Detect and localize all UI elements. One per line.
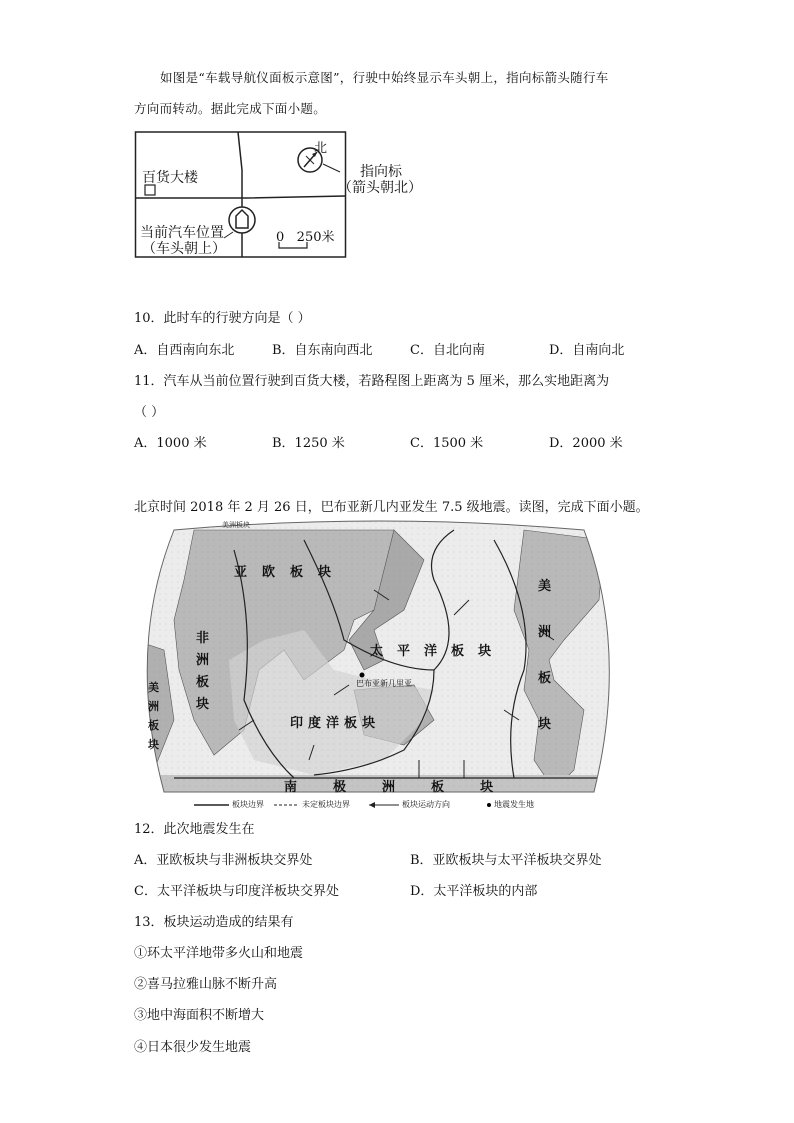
intro-line-1: 如图是“车载导航仪面板示意图”，行驶中始终显示车头朝上，指向标箭头随行车 (160, 70, 609, 85)
indian-char-4: 板 (344, 716, 363, 731)
legend-motion: 板块运动方向 (402, 800, 450, 809)
q13-item-2: ②喜马拉雅山脉不断升高 (134, 977, 278, 992)
q13-item-1: ①环太平洋地带多火山和地震 (134, 946, 304, 961)
q10-option-c[interactable]: C．自北向南 (410, 343, 485, 358)
q12-option-a[interactable]: A．亚欧板块与非洲板块交界处 (134, 853, 313, 868)
q13-item-3: ③地中海面积不断增大 (134, 1008, 265, 1023)
pacific-char-4: 板 (451, 644, 479, 659)
indian-char-2: 度 (308, 716, 327, 731)
q11-stem: 11．汽车从当前位置行驶到百货大楼，若路程图上距离为 5 厘米，那么实地距离为 (134, 374, 610, 389)
legend-earthquake: 地震发生地 (494, 800, 534, 809)
pacific-char-5: 块 (478, 644, 506, 659)
pacific-char-1: 太 (370, 644, 398, 659)
antarctic-char-4: 板 (431, 780, 481, 795)
indian-char-3: 洋 (326, 716, 345, 731)
eurasia-char-1: 亚 (234, 565, 263, 580)
america-char-1: 美 (538, 579, 552, 594)
q10-stem: 10．此时车的行驶方向是（ ） (134, 311, 311, 326)
q11-stem-2: （ ） (134, 405, 165, 420)
q11-option-a[interactable]: A．1000 米 (134, 436, 207, 451)
car-sub: （车头朝上） (142, 241, 226, 257)
america-left-char-1: 美 (148, 681, 159, 694)
africa-char-4: 块 (196, 697, 210, 712)
scale-label: 0 250米 (276, 230, 335, 245)
antarctic-char-5: 块 (480, 780, 530, 795)
q12-option-d[interactable]: D．太平洋板块的内部 (410, 884, 538, 899)
pacific-char-3: 洋 (424, 644, 452, 659)
eurasia-char-4: 块 (318, 565, 347, 580)
q11-option-c[interactable]: C．1500 米 (410, 436, 484, 451)
africa-char-1: 非 (196, 631, 210, 646)
eurasia-char-2: 欧 (262, 565, 291, 580)
africa-char-3: 板 (196, 675, 210, 690)
africa-char-2: 洲 (196, 653, 210, 668)
q10-option-b[interactable]: B．自东南向西北 (272, 343, 373, 358)
america-left-char-4: 块 (148, 738, 159, 751)
plate-map-figure (134, 520, 624, 814)
america-char-4: 块 (538, 717, 552, 732)
indian-char-5: 块 (362, 716, 381, 731)
pointer-sub: （箭头朝北） (338, 180, 422, 196)
legend-undetermined: 未定板块边界 (302, 800, 350, 809)
legend-boundary: 板块边界 (232, 800, 264, 809)
north-label: 北 (314, 141, 328, 156)
nav-panel-figure (134, 130, 434, 260)
q11-option-d[interactable]: D．2000 米 (549, 436, 623, 451)
indian-char-1: 印 (290, 716, 309, 731)
q13-item-4: ④日本很少发生地震 (134, 1040, 252, 1055)
pacific-char-2: 平 (397, 644, 425, 659)
antarctic-char-3: 洲 (382, 780, 432, 795)
america-char-2: 洲 (538, 625, 552, 640)
small-america-label: 美洲板块 (222, 521, 250, 529)
antarctic-char-2: 极 (333, 780, 383, 795)
q12-intro: 北京时间 2018 年 2 月 26 日，巴布亚新几内亚发生 7.5 级地震。读图，完成下面小题。 (134, 500, 649, 515)
antarctic-char-1: 南 (284, 780, 334, 795)
america-char-3: 板 (538, 671, 552, 686)
intro-line-2: 方向而转动。据此完成下面小题。 (134, 101, 327, 116)
store-label: 百货大楼 (142, 170, 198, 186)
q11-option-b[interactable]: B．1250 米 (272, 436, 345, 451)
q12-stem: 12．此次地震发生在 (134, 822, 255, 837)
q10-option-d[interactable]: D．自南向北 (549, 343, 625, 358)
pointer-label: 指向标 (360, 164, 402, 180)
q10-option-a[interactable]: A．自西南向东北 (134, 343, 235, 358)
q12-option-c[interactable]: C．太平洋板块与印度洋板块交界处 (134, 884, 339, 899)
q12-option-b[interactable]: B．亚欧板块与太平洋板块交界处 (410, 853, 602, 868)
america-left-char-2: 洲 (148, 700, 159, 713)
q13-stem: 13．板块运动造成的结果有 (134, 915, 294, 930)
eurasia-char-3: 板 (290, 565, 319, 580)
america-left-char-3: 板 (148, 719, 159, 732)
png-label: 巴布亚新几里亚 (356, 679, 412, 688)
car-label: 当前汽车位置 (140, 225, 224, 241)
